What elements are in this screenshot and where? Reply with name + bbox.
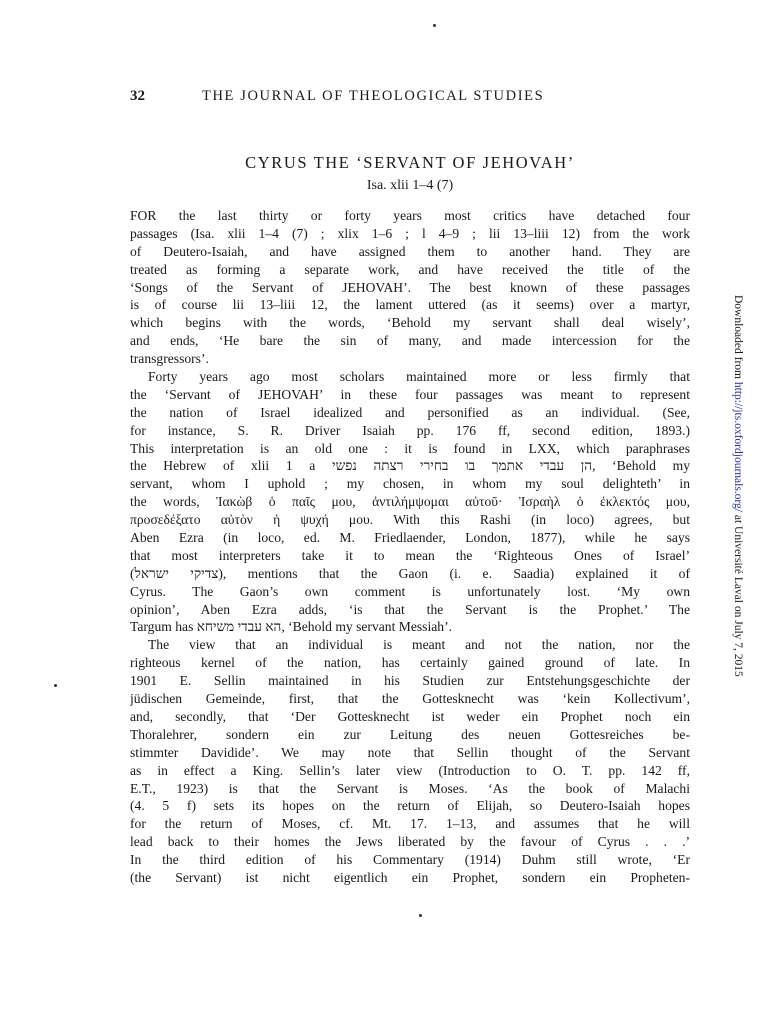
body-line: stimmter Davidide’. We may note that Sellin thought of the Servant xyxy=(130,744,690,760)
running-head xyxy=(130,88,620,108)
body-line: the nation of Israel idealized and personified as an individual. (See, xyxy=(130,404,690,420)
body-line: the words, Ἰακὼβ ὁ παῖς μου, ἀντιλήμψομαι αὐτοῦ· Ἰσραὴλ ὁ ἐκλεκτός μου, xyxy=(130,494,690,510)
body-line: opinion’, Aben Ezra adds, ‘is that the Servant is the Prophet.’ The xyxy=(130,601,690,617)
body-line: Targum has הא עבדי משיחא, ‘Behold my servant Messiah’. xyxy=(130,619,452,635)
body-line: for instance, S. R. Driver Isaiah pp. 176 ff, second edition, 1893.) xyxy=(130,422,690,438)
body-line: and, secondly, that ‘Der Gottesknecht ist weder ein Prophet noch ein xyxy=(130,708,690,724)
body-line: servant, whom I uphold ; my chosen, in whom my soul delighteth’ in xyxy=(130,476,690,492)
body-line: (4. 5 f) sets its hopes on the return of Elijah, so Deutero-Isaiah hopes xyxy=(130,798,690,814)
body-line: treated as forming a separate work, and have received the title of the xyxy=(130,261,690,277)
body-line: the ‘Servant of JEHOVAH’ in these four passages was meant to represent xyxy=(130,386,690,402)
body-line: transgressors’. xyxy=(130,351,209,367)
body-line: is of course lii 13–liii 12, the lament uttered (as it seems) over a martyr, xyxy=(130,297,690,313)
body-line: προσεδέξατο αὐτὸν ἡ ψυχή μου. With this Rashi (in loco) agrees, but xyxy=(130,512,690,528)
scan-speck xyxy=(419,914,422,917)
body-line: and ends, ‘He bare the sin of many, and made intercession for the xyxy=(130,333,690,349)
body-line: E.T., 1923) is that the Servant is Moses. ‘As the book of Malachi xyxy=(130,780,690,796)
body-line: FOR the last thirty or forty years most critics have detached four xyxy=(130,208,690,223)
body-line: jüdischen Gemeinde, first, that the Gottesknecht was ‘kein Kollectivum’, xyxy=(130,691,690,707)
body-line: Thoralehrer, sondern ein zur Leitung des neuen Gottesreiches be- xyxy=(130,726,690,742)
download-notice-suffix: at Université Laval on July 7, 2015 xyxy=(732,512,744,677)
body-line: which begins with the words, ‘Behold my servant shall deal wisely’, xyxy=(130,315,690,331)
body-line: righteous kernel of the nation, has certainly gained ground of late. In xyxy=(130,655,690,671)
journal-title: THE JOURNAL OF THEOLOGICAL STUDIES xyxy=(202,88,545,104)
body-line: Aben Ezra (in loco, ed. M. Friedlaender, London, 1877), while he says xyxy=(130,530,690,546)
body-line: that most interpreters take it to mean the ‘Righteous Ones of Israel’ xyxy=(130,547,690,563)
body-line: Cyrus. The Gaon’s own comment is unfortunately lost. ‘My own xyxy=(130,583,690,599)
body-line: as in effect a King. Sellin’s later view (Introduction to O. T. pp. 142 ff, xyxy=(130,762,690,778)
body-line: for the return of Moses, cf. Mt. 17. 1–13, and assumes that he will xyxy=(130,816,690,832)
body-line: of Deutero-Isaiah, and have assigned them to another hand. They are xyxy=(130,243,690,259)
scan-speck xyxy=(433,24,436,27)
body-line: passages (Isa. xlii 1–4 (7) ; xlix 1–6 ; l 4–9 ; lii 13–liii 12) from the work xyxy=(130,225,690,241)
body-line: the Hebrew of xlii 1 a הן עבדי אתמך בו בחירי רצתה נפשי, ‘Behold my xyxy=(130,458,690,474)
body-line: Forty years ago most scholars maintained more or less firmly that xyxy=(148,369,690,385)
journal-link[interactable]: http://jts.oxfordjournals.org/ xyxy=(732,381,744,512)
page-number: 32 xyxy=(130,88,145,104)
body-line: lead back to their homes the Jews liberated by the favour of Cyrus . . .’ xyxy=(130,834,690,850)
body-line: The view that an individual is meant and not the nation, nor the xyxy=(148,637,690,653)
body-line: ‘Songs of the Servant of JEHOVAH’. The best known of these passages xyxy=(130,279,690,295)
download-notice-text xyxy=(732,295,744,677)
body-line: (צדיקי ישראל), mentions that the Gaon (i. e. Saadia) explained it of xyxy=(130,565,690,581)
article-subtitle: Isa. xlii 1–4 (7) xyxy=(366,178,454,193)
article-title: CYRUS THE ‘SERVANT OF JEHOVAH’ xyxy=(245,153,575,172)
download-notice xyxy=(734,295,754,755)
body-line: 1901 E. Sellin maintained in his Studien zur Entstehungsgeschichte der xyxy=(130,673,690,689)
scan-speck xyxy=(54,684,57,687)
body-line: (the Servant) ist nicht eigentlich ein Prophet, sondern ein Propheten- xyxy=(130,869,690,885)
article-body xyxy=(130,207,690,887)
body-line: In the third edition of his Commentary (1914) Duhm still wrote, ‘Er xyxy=(130,852,690,868)
body-line: This interpretation is an old one : it is found in LXX, which paraphrases xyxy=(130,440,690,456)
download-notice-prefix: Downloaded from xyxy=(732,295,744,382)
